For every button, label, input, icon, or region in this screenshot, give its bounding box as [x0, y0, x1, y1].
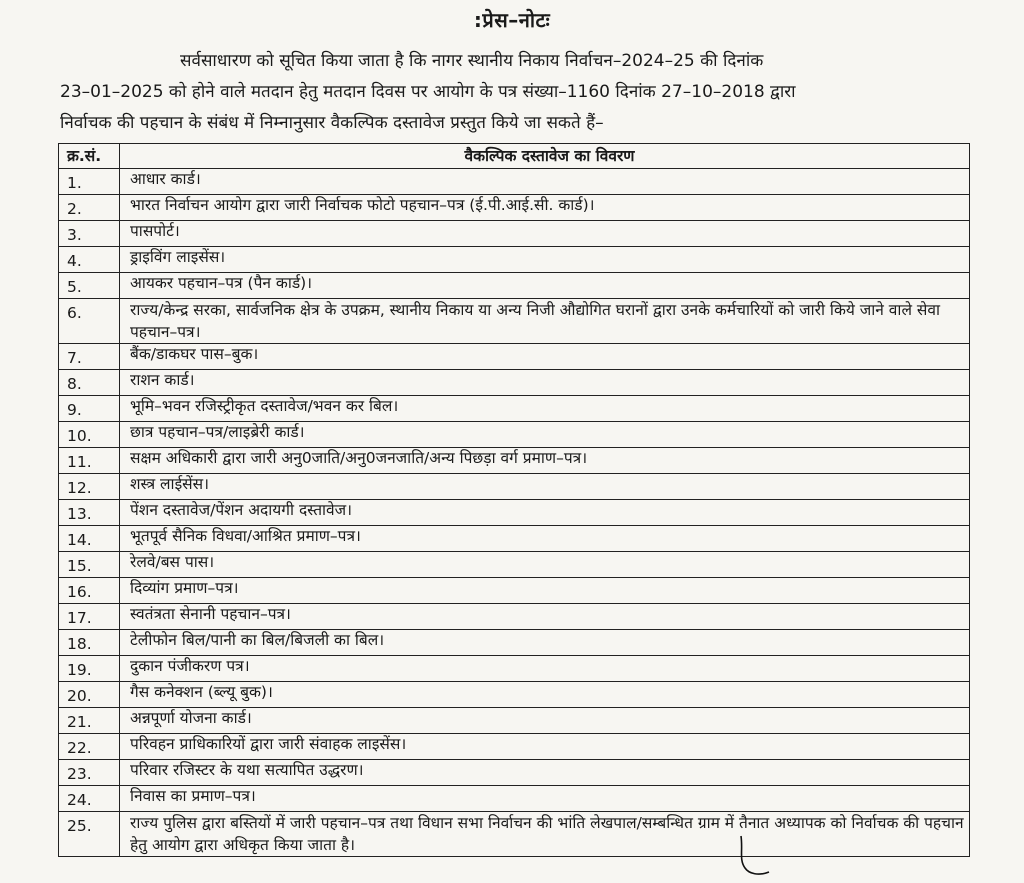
table-row [59, 500, 970, 526]
table-row [59, 273, 970, 299]
document-description-cell: स्वतंत्रता सेनानी पहचान–पत्र। [120, 604, 970, 630]
document-description-cell: आयकर पहचान–पत्र (पैन कार्ड)। [120, 273, 970, 299]
description-header: वैकल्पिक दस्तावेज का विवरण [120, 144, 970, 169]
table-row [59, 760, 970, 786]
document-description-cell: गैस कनेक्शन (ब्ल्यू बुक)। [120, 682, 970, 708]
document-description-cell: ड्राइविंग लाइसेंस। [120, 247, 970, 273]
intro-line: 23–01–2025 को होने वाले मतदान हेतु मतदान दिवस पर आयोग के पत्र संख्या–1160 दिनांक 27–10–2018 द्वारा [60, 82, 796, 102]
document-description-cell: रेलवे/बस पास। [120, 552, 970, 578]
document-description-cell: दिव्यांग प्रमाण–पत्र। [120, 578, 970, 604]
table-row [59, 247, 970, 273]
serial-number-cell: 9. [59, 396, 120, 422]
serial-number-cell: 20. [59, 682, 120, 708]
serial-number-cell: 25. [59, 812, 120, 857]
serial-number-cell: 11. [59, 448, 120, 474]
table-row [59, 656, 970, 682]
table-row [59, 169, 970, 195]
table-row [59, 221, 970, 247]
document-description-cell: आधार कार्ड। [120, 169, 970, 195]
table-row [59, 448, 970, 474]
intro-paragraph [60, 46, 970, 139]
serial-number-cell: 14. [59, 526, 120, 552]
table-row [59, 786, 970, 812]
document-description-cell: परिवहन प्राधिकारियों द्वारा जारी संवाहक लाइसेंस। [120, 734, 970, 760]
table-row [59, 344, 970, 370]
table-row [59, 630, 970, 656]
serial-number-cell: 15. [59, 552, 120, 578]
table-row [59, 195, 970, 221]
table-row [59, 708, 970, 734]
document-description-cell: सक्षम अधिकारी द्वारा जारी अनु0जाति/अनु0जनजाति/अन्य पिछड़ा वर्ग प्रमाण–पत्र। [120, 448, 970, 474]
serial-number-cell: 17. [59, 604, 120, 630]
document-description-cell: भूतपूर्व सैनिक विधवा/आश्रित प्रमाण–पत्र। [120, 526, 970, 552]
document-description-cell: छात्र पहचान–पत्र/लाइब्रेरी कार्ड। [120, 422, 970, 448]
table-row [59, 299, 970, 344]
serial-number-header: क्र.सं. [59, 144, 120, 169]
table-row [59, 604, 970, 630]
serial-number-cell: 18. [59, 630, 120, 656]
table-row [59, 552, 970, 578]
document-description-cell: परिवार रजिस्टर के यथा सत्यापित उद्धरण। [120, 760, 970, 786]
document-description-cell: राशन कार्ड। [120, 370, 970, 396]
serial-number-cell: 7. [59, 344, 120, 370]
documents-table-body [59, 169, 970, 857]
document-description-cell: टेलीफोन बिल/पानी का बिल/बिजली का बिल। [120, 630, 970, 656]
serial-number-cell: 24. [59, 786, 120, 812]
document-description-cell: राज्य/केन्द्र सरका, सार्वजनिक क्षेत्र के उपक्रम, स्थानीय निकाय या अन्य निजी औद्योगित घरानों द्वारा उनके कर्मचारियों को जारी किये जाने वाले सेवा पहचान–पत्र। [120, 299, 970, 344]
table-row [59, 370, 970, 396]
serial-number-cell: 1. [59, 169, 120, 195]
serial-number-cell: 5. [59, 273, 120, 299]
documents-table [58, 143, 970, 857]
table-row [59, 682, 970, 708]
serial-number-cell: 16. [59, 578, 120, 604]
table-row [59, 812, 970, 857]
serial-number-cell: 8. [59, 370, 120, 396]
serial-number-cell: 10. [59, 422, 120, 448]
document-description-cell: पेंशन दस्तावेज/पेंशन अदायगी दस्तावेज। [120, 500, 970, 526]
document-description-cell: भारत निर्वाचन आयोग द्वारा जारी निर्वाचक फोटो पहचान–पत्र (ई.पी.आई.सी. कार्ड)। [120, 195, 970, 221]
serial-number-cell: 2. [59, 195, 120, 221]
document-description-cell: बैंक/डाकघर पास–बुक। [120, 344, 970, 370]
table-row [59, 422, 970, 448]
serial-number-cell: 4. [59, 247, 120, 273]
table-row [59, 396, 970, 422]
document-description-cell: भूमि–भवन रजिस्ट्रीकृत दस्तावेज/भवन कर बिल। [120, 396, 970, 422]
serial-number-cell: 19. [59, 656, 120, 682]
table-header-row [59, 144, 970, 169]
document-description-cell: पासपोर्ट। [120, 221, 970, 247]
table-row [59, 734, 970, 760]
document-description-cell: दुकान पंजीकरण पत्र। [120, 656, 970, 682]
document-description-cell: निवास का प्रमाण–पत्र। [120, 786, 970, 812]
table-row [59, 578, 970, 604]
signature-mark-icon [735, 830, 785, 880]
serial-number-cell: 22. [59, 734, 120, 760]
page-title: :प्रेस–नोटः [473, 8, 551, 32]
serial-number-cell: 23. [59, 760, 120, 786]
document-description-cell: राज्य पुलिस द्वारा बस्तियों में जारी पहचान–पत्र तथा विधान सभा निर्वाचन की भांति लेखपाल/सम्बन्धित ग्राम में तैनात अध्यापक को निर्वाचक की पहचान हेतु आयोग द्वारा अधिकृत किया जाता है। [120, 812, 970, 857]
serial-number-cell: 12. [59, 474, 120, 500]
table-row [59, 474, 970, 500]
document-description-cell: शस्त्र लाईसेंस। [120, 474, 970, 500]
serial-number-cell: 21. [59, 708, 120, 734]
table-row [59, 526, 970, 552]
document-description-cell: अन्नपूर्णा योजना कार्ड। [120, 708, 970, 734]
intro-line: निर्वाचक की पहचान के संबंध में निम्नानुसार वैकल्पिक दस्तावेज प्रस्तुत किये जा सकते हैं– [60, 113, 604, 133]
serial-number-cell: 3. [59, 221, 120, 247]
intro-line: सर्वसाधारण को सूचित किया जाता है कि नागर स्थानीय निकाय निर्वाचन–2024–25 की दिनांक [180, 51, 764, 71]
serial-number-cell: 6. [59, 299, 120, 344]
serial-number-cell: 13. [59, 500, 120, 526]
